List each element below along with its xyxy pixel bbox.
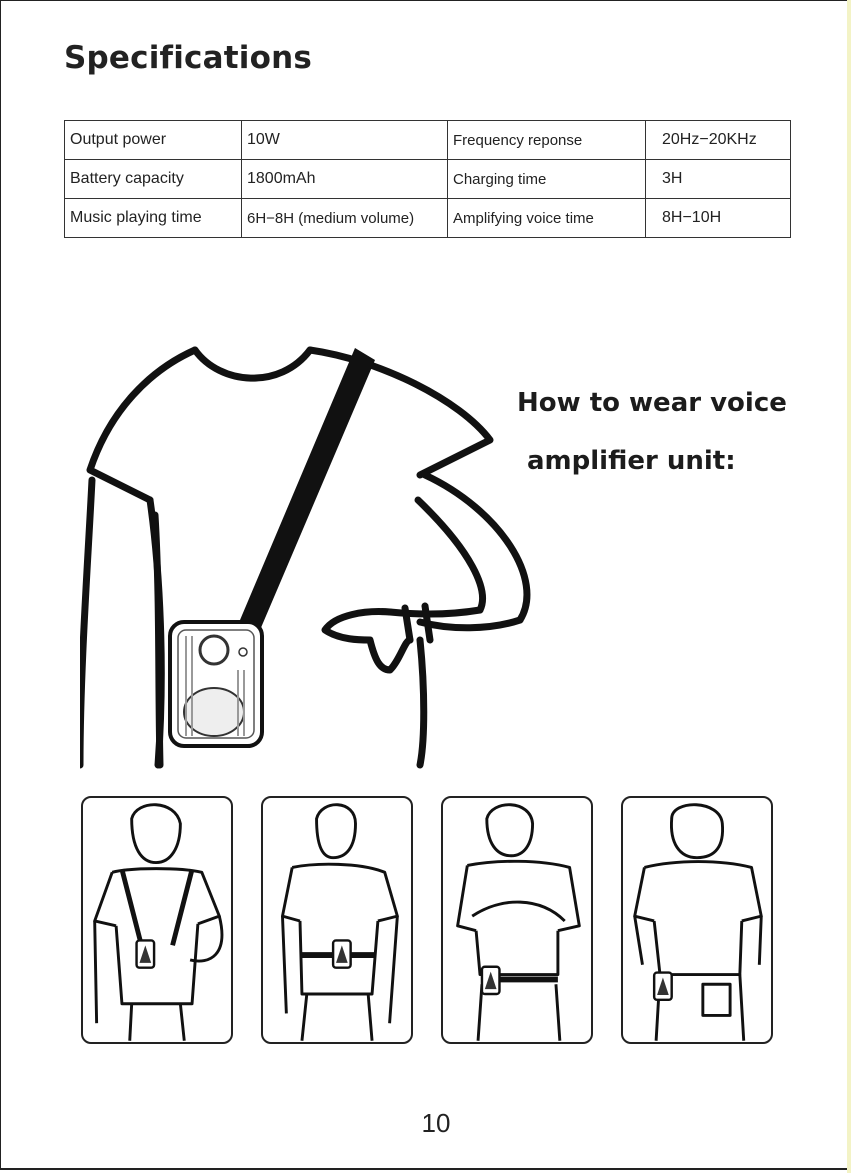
page-number: 10 [421,1108,451,1138]
spec-value: 1800mAh [242,160,448,199]
table-row [65,121,791,160]
table-row [65,199,791,238]
spec-value: 20Hz−20KHz [646,121,791,160]
spec-label: Frequency reponse [448,121,646,160]
page-title: Specifications [64,40,313,76]
waist-belt-illustration [261,796,413,1044]
spec-label: Charging time [448,160,646,199]
wear-heading-line1: How to wear voice [517,388,787,418]
voice-amplifier-device [170,622,262,746]
back-pocket-illustration [621,796,773,1044]
neck-lanyard-illustration [81,796,233,1044]
specifications-table [64,120,791,238]
spec-label: Music playing time [65,199,242,238]
spec-label: Amplifying voice time [448,199,646,238]
shoulder-strap-illustration [80,340,540,770]
spec-value: 3H [646,160,791,199]
table-row [65,160,791,199]
wear-heading-line2: amplifier unit: [527,446,736,476]
belt-clip-illustration [441,796,593,1044]
spec-label: Output power [65,121,242,160]
page-edge [847,0,851,1173]
spec-label: Battery capacity [65,160,242,199]
spec-value: 8H−10H [646,199,791,238]
wear-instructions-heading [517,374,817,490]
spec-value: 6H−8H (medium volume) [242,199,448,238]
spec-value: 10W [242,121,448,160]
